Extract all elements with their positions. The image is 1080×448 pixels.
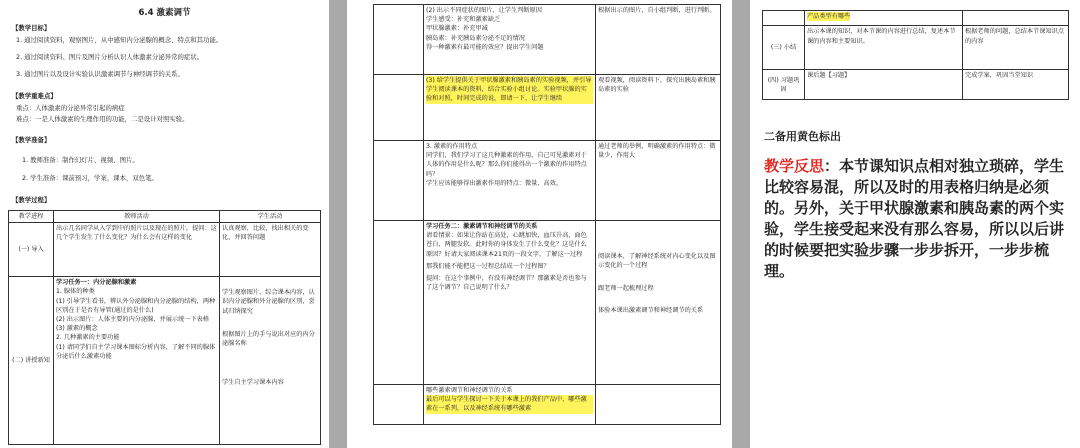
column-header: 教学进程 — [9, 211, 54, 223]
stage-cell: (三) 小结 — [763, 26, 805, 70]
section-heading: 【教学目标】 — [12, 24, 51, 32]
document-page-2 — [347, 0, 732, 448]
teacher-cell — [424, 75, 596, 141]
lesson-table — [8, 210, 321, 445]
stage-cell — [374, 75, 424, 141]
student-cell: 根据老师的问题，总结本节课知识点的内容 — [963, 26, 1069, 70]
stage-cell — [374, 5, 424, 75]
teacher-cell: 出示几名同学从入学到中的照片以及现在的照片，提问：这几个学生发生了什么变化？为什么会有这样的变化 — [54, 223, 220, 277]
teacher-cell: 3. 激素的作用特点 同学们，我们学习了这几种激素的作用，自己可见激素对于人体的作用是什么呢？那么你们能得出一个激素的作用特点吗？ 学生应该能够得出激素作用的特点：微量、高效。 — [424, 141, 596, 221]
section-heading: 【教学重难点】 — [12, 92, 57, 100]
student-cell: 完成学案，巩固当堂知识 — [963, 70, 1069, 100]
section-heading: 【教学准备】 — [12, 136, 51, 144]
lesson-table-end — [762, 10, 1069, 100]
reflection-label: 教学反思 — [764, 157, 825, 175]
stage-cell: (四) 习题巩固 — [763, 70, 805, 100]
stage-cell: (一) 导入 — [9, 223, 54, 277]
student-cell — [596, 385, 721, 425]
reflection-text: ：本节课知识点相对独立琐碎，学生比较容易混，所以及时的用表格归纳是必须的。另外，关于甲状腺激素和胰岛素的两个实验，学生接受起来没有那么容易，所以以后讲的时候要把实验步骤一步步拆开，一步步梳理。 — [764, 157, 1065, 280]
text-line: 2. 通过阅读资料、图片及图片分析认识人体激素分泌异常的症状。 — [16, 53, 204, 61]
student-cell: 根据出示的图片，自小组判断，进行判断。 — [596, 5, 721, 75]
teacher-cell: 出示本课的知识，对本节课的内容进行总结，复述本节课的内容和主要知识。 — [805, 26, 963, 70]
teacher-cell — [805, 11, 963, 26]
student-cell: 阅读课本，了解神经系统对内心变化以及图示变化的一个过程 跟老师一起梳理过程 体验本课出激素调节和神经调节的关系 — [596, 221, 721, 385]
section-heading: 【教学过程】 — [12, 196, 51, 204]
column-header: 教师活动 — [54, 211, 220, 223]
document-page-3 — [750, 0, 1080, 448]
document-page-1 — [0, 0, 329, 448]
text-line: 1. 通过阅读资料，观察图片，从中感知内分泌腺的概念、特点和其功能。 — [16, 36, 223, 44]
text-line: 3. 通过图片以及设计实验认识激素调节与神经调节的关系。 — [16, 70, 184, 78]
student-cell: 认真观察，比较，找出相关的变化，并回答问题 — [220, 223, 321, 277]
teacher-cell: 哪些激素调节和神经调节的关系 最后可以与学生探讨一下关于本课上的我们产品中，哪些激素在一系列，以及神经系统有哪些激素 — [424, 385, 596, 425]
column-header: 学生活动 — [220, 211, 321, 223]
text-line: 难点：一是人体激素的生理作用的功能，二是设计对照实验。 — [16, 115, 189, 123]
teacher-cell: (2) 出示不同症状的图片，让学生判断原因 学生感受：补充和激素缺乏 甲状腺激素：补充甲减 胰岛素：补充胰岛素分泌不足的情况 得一种激素有最可能的效应？提出学生问题 — [424, 5, 596, 75]
student-cell — [963, 11, 1069, 26]
stage-cell — [374, 221, 424, 385]
highlighted-text: 最后可以与学生探讨一下关于本课上的我们产品中，哪些激素在一系列，以及神经系统有哪些激素 — [426, 395, 593, 413]
highlighted-text: 产品类型有哪些 — [807, 13, 851, 20]
teacher-cell: 学习任务二：激素调节和神经调节的关系 请看情景：如果让你站在高处，心跳加快，血压升高，面色苍白，两腿发软。此时你的身体发生了什么变化？这是什么原因？好请大家阅读课本21页的一段文字，了解这一过程 那我们能不能把这一过程总结成一个过程图？ 提问：在这个事例中，有没有神经调节？那激素是否也参与了这个调节？自己说明了什么？ — [424, 221, 596, 385]
text-line: 重点：人体激素的分泌异常引起的病症 — [16, 104, 125, 112]
student-cell: 通过老师的举例，明确激素的作用特点：微量少，作用大 — [596, 141, 721, 221]
stage-cell — [374, 141, 424, 221]
stage-cell — [763, 11, 805, 26]
teacher-cell: 课后题【习题】 — [805, 70, 963, 100]
stage-cell — [374, 385, 424, 425]
student-cell: 学生观察图片，综合课本内容，认识内分泌腺和外分泌腺的区别，尝试归纳探究 根据图片上的手与说出对应的内分泌腺名称 学生自主学习课本内容 — [220, 277, 321, 445]
highlighted-text: (3) 给学生提供关于甲状腺激素和胰岛素的实验视频，并引导学生阅读课本的资料，结合实验小组讨论。实验甲状腺的实验和对照，时间完成的说，即请一下，让学生继续 — [426, 77, 592, 103]
lesson-table-continued — [373, 4, 721, 425]
teaching-reflection — [764, 156, 1070, 282]
text-line: 1. 教师准备：制作幻灯片、视频、图片。 — [22, 156, 139, 164]
note-highlight-explanation: 二备用黄色标出 — [764, 130, 841, 143]
page-title: 6.4 激素调节 — [138, 8, 191, 18]
text-line: 2. 学生准备：课前预习，学案，课本，双色笔。 — [22, 174, 158, 182]
teacher-cell: 学习任务一：内分泌腺和激素 1. 腺体的种类 (1) 引导学生看书，辨认外分泌腺和内分泌腺的结构，两种区别在于是否有导管(通过的是什么) (2) 出示图片：人体主要的内分泌腺，并展示统一下表格 (3) 激素的概念 2. 几种激素的主要功能 (1) 请同学们自主学习课本图标分析内容，了解不同的腺体分泌后什么激素功能 — [54, 277, 220, 445]
student-cell: 观看视频，阅读资料下，探究出胰岛素和胰岛素的实验 — [596, 75, 721, 141]
stage-cell: (二) 讲授新知 — [9, 277, 54, 445]
